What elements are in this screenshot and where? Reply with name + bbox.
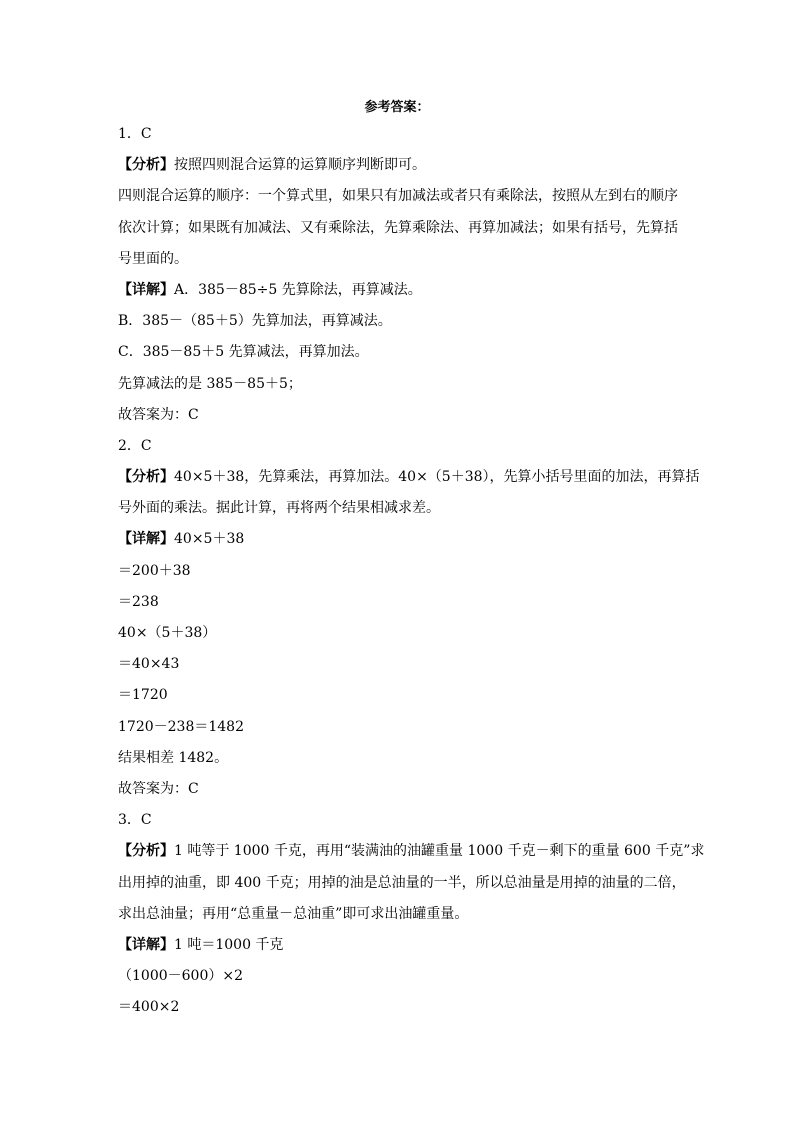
q1-detail-a-text: A．385－85÷5 先算除法，再算减法。 bbox=[174, 281, 422, 298]
q1-detail-b: B．385－（85＋5）先算加法，再算减法。 bbox=[118, 313, 392, 330]
q1-rule-line-2: 依次计算；如果既有加减法、又有乘除法，先算乘除法、再算加减法；如果有括号，先算括 bbox=[118, 219, 678, 236]
q1-analysis-text: 按照四则混合运算的运算顺序判断即可。 bbox=[174, 157, 426, 174]
q2-analysis-line-2: 号外面的乘法。据此计算，再将两个结果相减求差。 bbox=[118, 500, 440, 517]
q2-step-1: 40×5＋38 bbox=[174, 531, 245, 548]
q3-analysis-tag: 【分析】 bbox=[118, 843, 174, 860]
answer-content bbox=[118, 124, 705, 1028]
q3-step-1: 1 吨＝1000 千克 bbox=[174, 936, 284, 953]
q2-step-3: ＝238 bbox=[118, 593, 159, 610]
q2-detail-tag: 【详解】 bbox=[118, 531, 174, 548]
q1-answer: 1．C bbox=[118, 126, 152, 142]
q1-analysis-tag: 【分析】 bbox=[118, 157, 174, 174]
q2-detail bbox=[118, 529, 688, 549]
q1-analysis bbox=[118, 155, 688, 175]
q3-detail bbox=[118, 935, 688, 955]
q2-step-2: ＝200＋38 bbox=[118, 562, 191, 579]
q1-rule-line-1: 四则混合运算的顺序：一个算式里，如果只有加减法或者只有乘除法，按照从左到右的顺序 bbox=[118, 188, 678, 205]
q2-step-6: ＝1720 bbox=[118, 687, 168, 704]
page-title: 参考答案： bbox=[364, 100, 430, 115]
q1-rule-line-3: 号里面的。 bbox=[118, 250, 188, 267]
q1-final-answer: 故答案为：C bbox=[118, 406, 199, 423]
q2-final-answer: 故答案为：C bbox=[118, 780, 199, 797]
q2-analysis-text-1: 40×5＋38，先算乘法，再算加法。40×（5＋38），先算小括号里面的加法，再算括 bbox=[174, 469, 700, 486]
q2-step-4: 40×（5＋38） bbox=[118, 625, 217, 641]
q1-conclusion: 先算减法的是 385－85＋5； bbox=[118, 375, 302, 392]
q3-analysis-text-1: 1 吨等于 1000 千克，再用“装满油的油罐重量 1000 千克－剩下的重量 600 千克”求 bbox=[174, 843, 705, 860]
q2-analysis-tag: 【分析】 bbox=[118, 469, 174, 486]
q3-step-3: ＝400×2 bbox=[118, 999, 180, 1016]
q2-step-5: ＝40×43 bbox=[118, 656, 180, 673]
q3-analysis bbox=[118, 841, 705, 861]
q2-step-7: 1720－238＝1482 bbox=[118, 718, 244, 735]
q3-answer: 3．C bbox=[118, 812, 152, 829]
q3-step-2: （1000－600）×2 bbox=[118, 968, 243, 985]
q1-detail-tag: 【详解】 bbox=[118, 281, 174, 298]
q2-answer: 2．C bbox=[118, 437, 152, 454]
q3-detail-tag: 【详解】 bbox=[118, 936, 174, 953]
q2-analysis bbox=[118, 467, 700, 487]
q1-detail-c: C．385－85＋5 先算减法，再算加法。 bbox=[118, 344, 369, 361]
q3-analysis-line-2: 出用掉的油重，即 400 千克；用掉的油是总油量的一半，所以总油量是用掉的油量的二倍， bbox=[118, 874, 686, 891]
q2-result: 结果相差 1482。 bbox=[118, 749, 229, 766]
q3-analysis-line-3: 求出总油量；再用“总重量－总油重”即可求出油罐重量。 bbox=[118, 905, 469, 922]
q1-detail-a bbox=[118, 280, 688, 300]
